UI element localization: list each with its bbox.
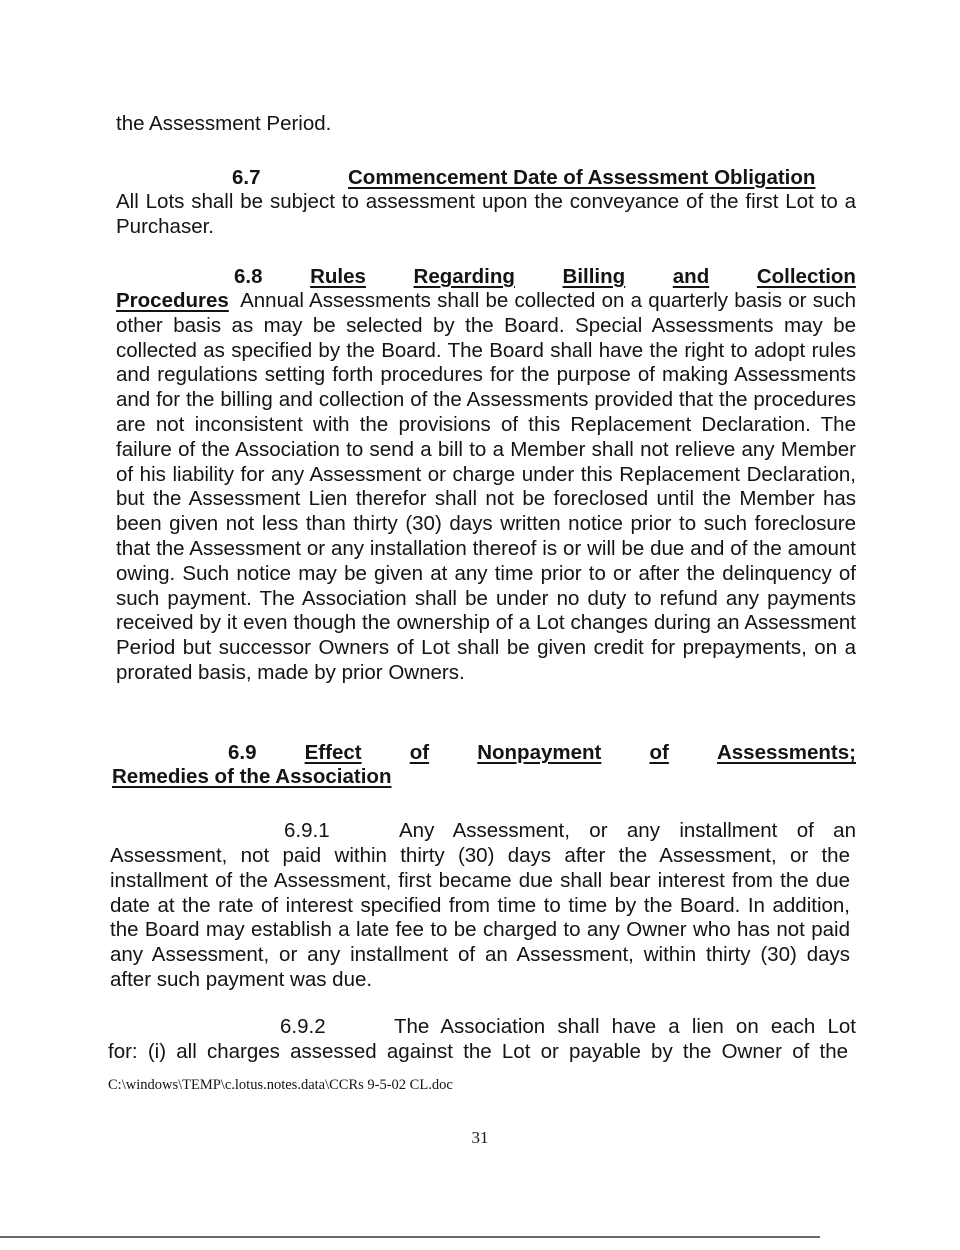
subsection-first-line: [116, 819, 856, 844]
section-title-end: [112, 765, 852, 789]
subsection-number: 6.9.2: [280, 1015, 326, 1038]
subsection-lead-text: Any Assessment, or any installment of an: [399, 819, 856, 842]
section-body-text: Annual Assessments shall be collected on a quarterly basis or such other basis as may be selected by the Board. Special Assessments may be collected as specified by the Board. The Board shall have the right to adopt rules and regulations setting forth procedures for the purpose of making Assessments and for the billing and collection of the Assessments provided that the procedures are not inconsistent with the provisions of this Replacement Declaration. The failure of the Association to send a bill to a Member shall not relieve any Member of his liability for any Assessment or charge under this Replacement Declaration, but the Assessment Lien therefor shall not be foreclosed until the Member has been given not less than thirty (30) days written notice prior to such foreclosure that the Assessment or any installation thereof is or will be due and of the amount owing. Such notice may be given at any time prior to or after the delinquency of such payment. The Association shall be under no duty to refund any payments received by it even though the ownership of a Lot changes during an Assessment Period but successor Owners of Lot shall be given credit for prepayments, on a prorated basis, made by prior Owners.: [116, 289, 857, 684]
page-number: 31: [471, 1128, 489, 1147]
title-word: Nonpayment: [477, 741, 602, 764]
section-body: All Lots shall be subject to assessment upon the conveyance of the first Lot to a Purchaser.: [116, 190, 856, 238]
section-number: 6.8: [234, 265, 263, 288]
subsection-lead: [399, 819, 856, 844]
title-word: Effect: [304, 741, 362, 764]
title-word: and: [672, 265, 710, 288]
section-heading: [228, 741, 856, 765]
title-word: Rules: [310, 265, 366, 288]
section-title-end-text: Remedies of the Association: [112, 765, 392, 788]
section-title: Commencement Date of Assessment Obligation: [348, 166, 816, 189]
subsection-body: Assessment, not paid within thirty (30) days after the Assessment, or the installment of the Assessment, first became due shall bear interest from the due date at the rate of interest specified from time to time by the Board. In addition, the Board may establish a late fee to be charged to any Owner who has not paid any Assessment, or any installment of an Assessment, within thirty (30) days after such payment was due.: [110, 844, 850, 991]
title-word: of: [409, 741, 430, 764]
bottom-divider: [0, 1236, 820, 1238]
carryover-text: the Assessment Period.: [116, 112, 332, 135]
section-heading: [234, 265, 856, 289]
section-body: [116, 289, 856, 686]
subsection-lead-text: The Association shall have a lien on each Lot: [394, 1015, 856, 1038]
subsection-first-line: [116, 1015, 856, 1040]
section-number: 6.9: [228, 741, 257, 764]
title-word: Assessments;: [716, 741, 856, 764]
title-word: of: [649, 741, 669, 764]
subsection-number: 6.9.1: [284, 819, 330, 842]
section-title-end: Procedures: [116, 289, 229, 312]
subsection-body: for: (i) all charges assessed against the Lot or payable by the Owner of the: [108, 1040, 848, 1063]
section-heading: [116, 166, 856, 192]
title-word: Collection: [756, 265, 856, 288]
title-word: Billing: [562, 265, 626, 288]
title-word: Regarding: [413, 265, 515, 288]
footer-file-path: C:\windows\TEMP\c.lotus.notes.data\CCRs 9-5-02 CL.doc: [108, 1077, 453, 1093]
section-number: 6.7: [232, 166, 261, 189]
